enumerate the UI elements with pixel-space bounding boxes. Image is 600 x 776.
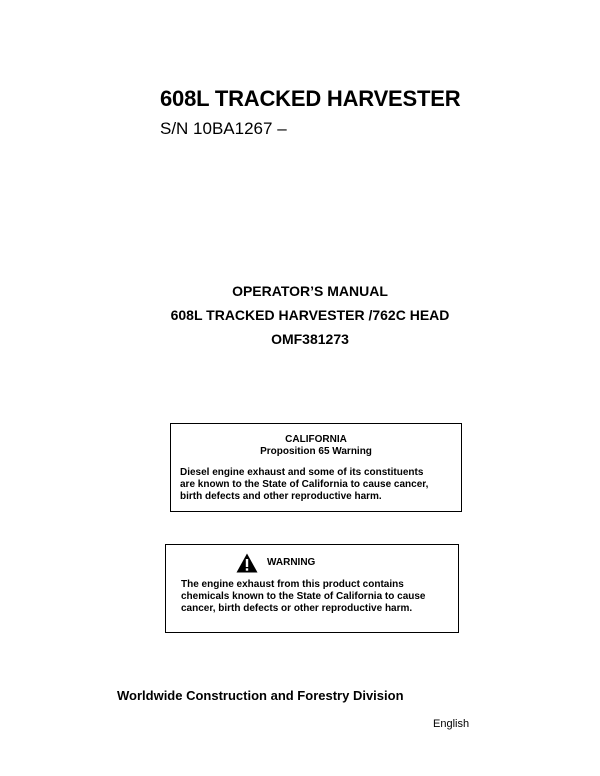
proposition-heading: Proposition 65 Warning: [260, 446, 372, 457]
language-label: English: [433, 718, 470, 730]
california-body: [180, 467, 428, 503]
warning-line: chemicals known to the State of California to cause: [181, 591, 426, 602]
warning-triangle-icon: [236, 553, 258, 573]
serial-number: S/N 10BA1267 –: [160, 119, 287, 138]
california-line: Diesel engine exhaust and some of its constituents: [180, 467, 424, 478]
california-heading: CALIFORNIA: [285, 434, 347, 445]
california-line: birth defects and other reproductive harm.: [180, 491, 382, 502]
california-line: are known to the State of California to cause cancer,: [180, 479, 429, 490]
manual-type: OPERATOR’S MANUAL: [232, 283, 388, 299]
division-name: Worldwide Construction and Forestry Division: [117, 688, 404, 703]
warning-box: [165, 544, 459, 633]
california-prop65-box: [170, 423, 462, 512]
document-title: 608L TRACKED HARVESTER: [160, 86, 461, 111]
warning-body: [181, 579, 426, 615]
manual-number: OMF381273: [271, 331, 349, 347]
warning-line: The engine exhaust from this product contains: [181, 579, 404, 590]
warning-line: cancer, birth defects or other reproductive harm.: [181, 603, 413, 614]
manual-model: 608L TRACKED HARVESTER /762C HEAD: [170, 307, 450, 323]
warning-label: WARNING: [267, 557, 316, 568]
